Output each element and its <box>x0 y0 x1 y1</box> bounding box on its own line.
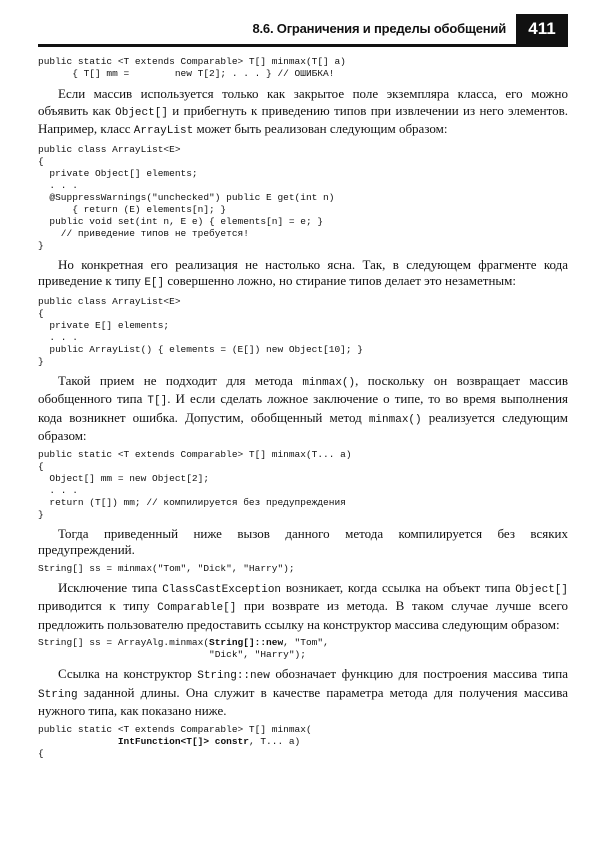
code-line: } <box>38 239 44 251</box>
code-line: String[] ss = minmax("Tom", "Dick", "Harry"); <box>38 562 295 574</box>
code-line: { <box>38 307 44 319</box>
code-block-minmax-error <box>38 56 568 80</box>
running-header <box>38 14 568 47</box>
code-block-minmax-object <box>38 449 568 521</box>
code-line: } <box>38 508 44 520</box>
paragraph-constructor-ref: Ссылка на конструктор String::new обозначает функцию для построения массива типа String заданной длины. Она служит в качестве параметра метода для получения массива нужного типа, как показано ниже. <box>38 666 568 718</box>
code-line: public class ArrayList<E> <box>38 143 181 155</box>
code-line: @SuppressWarnings("unchecked") public E get(int n) <box>38 191 335 203</box>
page-content <box>38 56 568 760</box>
code-block-arraylist-generic <box>38 296 568 368</box>
code-line: public static <T extends Comparable> T[] minmax(T... a) <box>38 448 352 460</box>
code-line: private E[] elements; <box>38 319 170 331</box>
code-line: . . . <box>38 484 78 496</box>
code-block-minmax-intfunction: public static <T extends Comparable> T[] minmax( IntFunction<T[]> constr, T... a) { <box>38 723 312 759</box>
paragraph-classcast: Исключение типа ClassCastException возникает, когда ссылка на объект типа Object[] приводится к типу Comparable[] при возврате из метода. В таком случае лучше всего предложить пользователю предоставить ссылку на конструктор массива следующим образом: <box>38 579 568 632</box>
code-line: . . . <box>38 331 78 343</box>
page-number: 411 <box>516 14 568 44</box>
code-line: public class ArrayList<E> <box>38 295 181 307</box>
code-line: { T[] mm = new T[2]; . . . } // ОШИБКА! <box>38 68 335 79</box>
header-title: 8.6. Ограничения и пределы обобщений <box>252 21 506 36</box>
paragraph-private-field: Если массив используется только как закрытое поле экземпляра класса, его можно объявить как Object[] и прибегнуть к приведению типов при извлечении из него элементов. Например, класс ArrayList может быть реализован следующим образом: <box>38 86 569 137</box>
code-line: } <box>38 355 44 367</box>
code-line: { <box>38 155 44 167</box>
code-block-constructor-ref-call: String[] ss = ArrayAlg.minmax(String[]::new, "Tom", "Dick", "Harry"); <box>38 637 329 660</box>
code-line: { return (E) elements[n]; } <box>38 203 227 215</box>
code-block-minmax-call <box>38 563 568 575</box>
code-line: { <box>38 460 44 472</box>
code-line: Object[] mm = new Object[2]; <box>38 472 210 484</box>
code-block-arraylist-object <box>38 144 568 252</box>
code-line: public void set(int n, E e) { elements[n] = e; } <box>38 215 324 227</box>
paragraph-cast-false: Но конкретная его реализация не настолько ясна. Так, в следующем фрагменте кода приведение к типу E[] совершенно ложно, но стирание типов делает это незаметным: <box>38 256 568 289</box>
code-line: public ArrayList() { elements = (E[]) new Object[10]; } <box>38 343 363 355</box>
code-line: public static <T extends Comparable> T[] minmax(T[] a) <box>38 56 346 67</box>
code-line: . . . <box>38 179 78 191</box>
code-line: return (T[]) mm; // компилируется без предупреждения <box>38 496 346 508</box>
paragraph-call-compiles: Тогда приведенный ниже вызов данного метода компилируется без всяких предупреждений. <box>38 525 568 557</box>
paragraph-minmax-unsuitable: Такой прием не подходит для метода minmax(), поскольку он возвращает массив обобщенного типа T[]. И если сделать ложное заключение о типе, то во время выполнения кода возникнет ошибка. Допустим, обобщенный метод minmax() реализуется следующим образом: <box>38 372 569 443</box>
code-line: private Object[] elements; <box>38 167 198 179</box>
code-line: // приведение типов не требуется! <box>38 227 249 239</box>
